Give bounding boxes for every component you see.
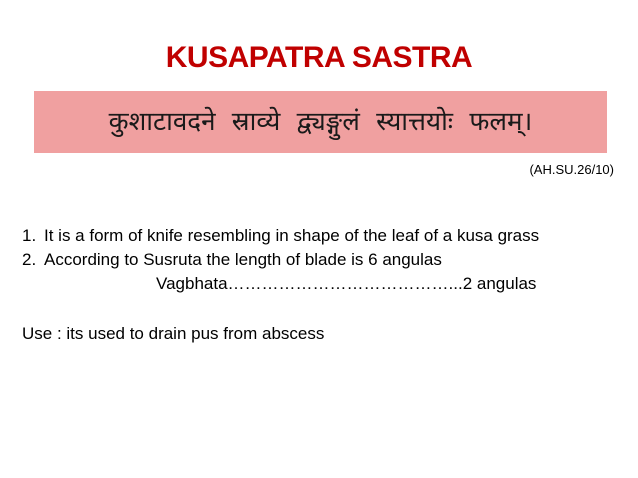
sanskrit-verse-banner	[34, 91, 607, 153]
list-item	[22, 224, 622, 248]
points-list	[22, 224, 622, 272]
vagbhata-length-line: Vagbhata…………………………………...2 angulas	[156, 274, 537, 293]
list-item-number: 2.	[22, 250, 37, 269]
sanskrit-verse: कुशाटावदने स्राव्ये द्व्यङ्गुलं स्यात्तयोः फलम्।	[108, 107, 533, 137]
list-item-text: According to Susruta the length of blade is 6 angulas	[44, 250, 442, 269]
slide-title: KUSAPATRA SASTRA	[165, 41, 473, 74]
list-item-text: It is a form of knife resembling in shape of the leaf of a kusa grass	[44, 226, 540, 245]
list-item	[22, 248, 622, 272]
verse-reference: (AH.SU.26/10)	[529, 162, 614, 177]
list-item-number: 1.	[22, 226, 37, 245]
use-statement: Use : its used to drain pus from abscess	[22, 324, 325, 343]
